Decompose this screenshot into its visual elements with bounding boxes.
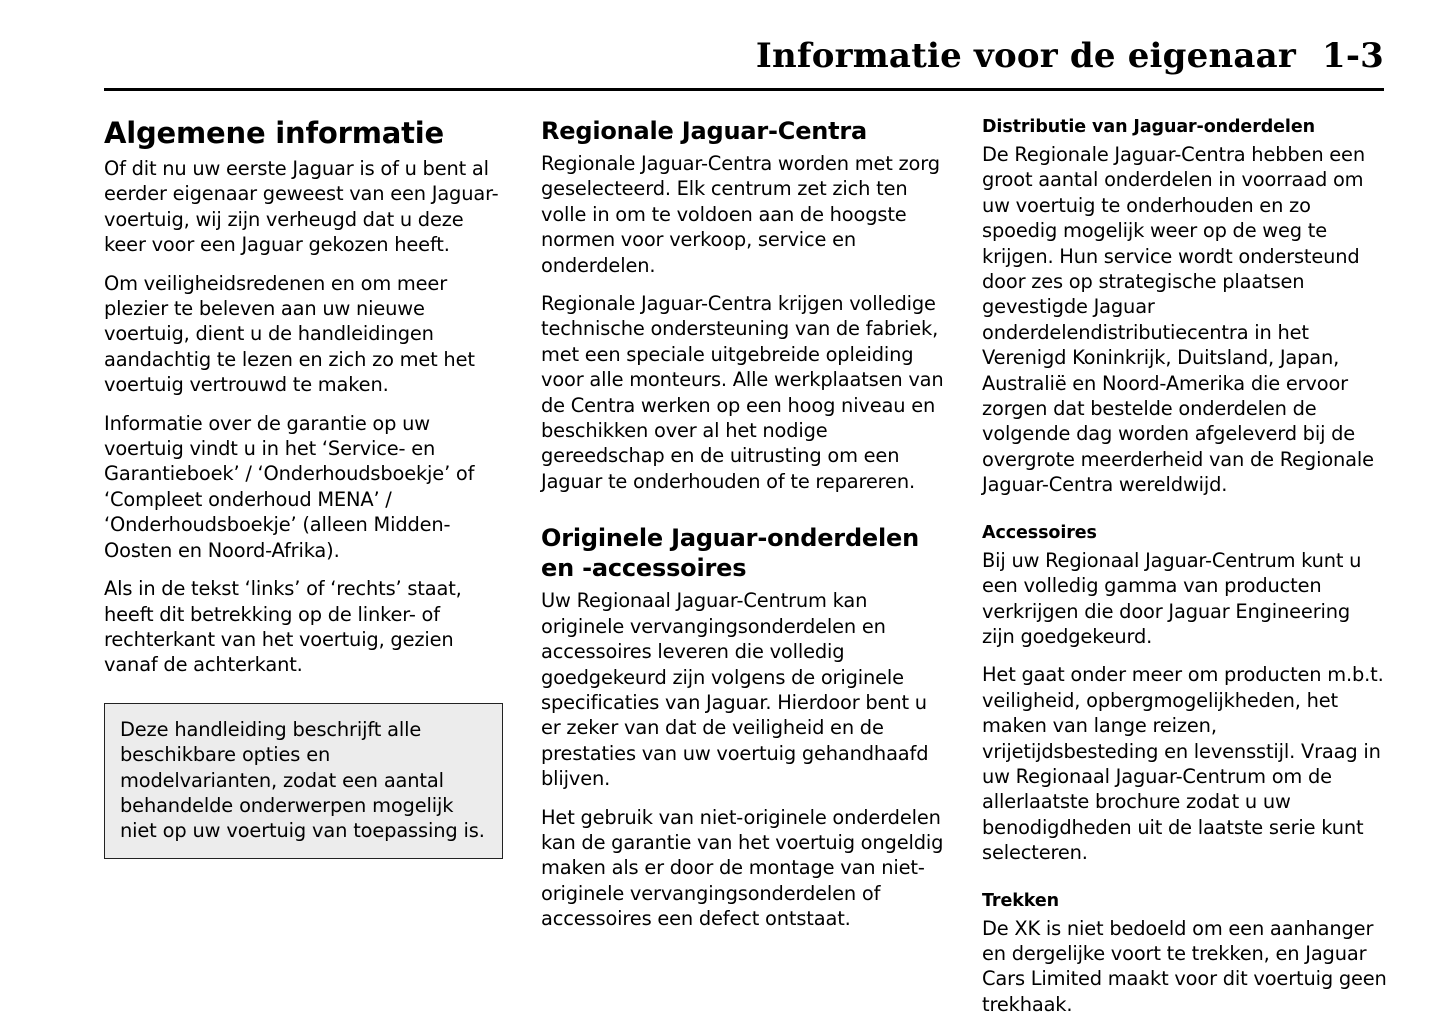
paragraph: Als in de tekst ‘links’ of ‘rechts’ staat, heeft dit betrekking op de linker- of rechterkant van het voertuig, gezien vanaf de achterkant. — [104, 577, 462, 677]
paragraph: De Regionale Jaguar-Centra hebben een groot aantal onderdelen in voorraad om uw voertuig te onderhouden en zo spoedig mogelijk weer op de weg te krijgen. Hun service wordt ondersteund door zes op strategische plaatsen gevestigde Jaguar onderdelendistributiecentra in het Verenigd Koninkrijk, Duitsland, Japan, Australië en Noord-Amerika die ervoor zorgen dat bestelde onderdelen de volgende dag worden afgeleverd bij de overgrote meerderheid van de Regionale Jaguar-Centra wereldwijd. — [982, 143, 1374, 497]
paragraph: Of dit nu uw eerste Jaguar is of u bent al eerder eigenaar geweest van een Jaguar-voertuig, wij zijn verheugd dat u deze keer voor een Jaguar gekozen heeft. — [104, 157, 499, 257]
heading-trekken: Trekken — [982, 890, 1059, 911]
paragraph: Uw Regionaal Jaguar-Centrum kan originele vervangingsonderdelen en accessoires leveren die volledig goedgekeurd zijn volgens de originele specificaties van Jaguar. Hierdoor bent u er zeker van dat de veiligheid en de prestaties van uw voertuig gehandhaafd blijven. — [541, 589, 929, 791]
paragraph: Het gaat onder meer om producten m.b.t. veiligheid, opbergmogelijkheden, het maken van lange reizen, vrijetijdsbesteding en levensstijl. Vraag in uw Regionaal Jaguar-Centrum om de allerlaatste brochure zodat u uw benodigdheden uit de laatste serie kunt selecteren. — [982, 663, 1384, 865]
page-title: Informatie voor de eigenaar — [755, 36, 1296, 76]
column-one — [104, 116, 504, 859]
page-number: 1-3 — [1321, 36, 1384, 76]
paragraph: Regionale Jaguar-Centra worden met zorg geselecteerd. Elk centrum zet zich ten volle in om te voldoen aan de hoogste normen voor verkoop, service en onderdelen. — [541, 152, 940, 277]
heading-originele-jaguar-onderdelen: Originele Jaguar-onderdelen en -accessoires — [541, 524, 919, 583]
heading-distributie-van-jaguar-onderdelen: Distributie van Jaguar-onderdelen — [982, 117, 1315, 137]
heading-algemene-informatie: Algemene informatie — [104, 116, 444, 150]
note-box-text: Deze handleiding beschrijft alle beschikbare opties en modelvarianten, zodat een aantal behandelde onderwerpen mogelijk niet op uw voertuig van toepassing is. — [120, 717, 485, 843]
heading-accessoires: Accessoires — [982, 522, 1097, 543]
note-box — [104, 703, 503, 859]
paragraph: Om veiligheidsredenen en om meer plezier te beleven aan uw nieuwe voertuig, dient u de handleidingen aandachtig te lezen en zich zo met het voertuig vertrouwd te maken. — [104, 271, 475, 397]
column-two — [541, 116, 944, 932]
column-three — [982, 116, 1387, 1017]
heading-regionale-jaguar-centra: Regionale Jaguar-Centra — [541, 117, 868, 145]
paragraph: Informatie over de garantie op uw voertuig vindt u in het ‘Service- en Garantieboek’ / ‘Onderhoudsboekje’ of ‘Compleet onderhoud MENA’ / ‘Onderhoudsboekje’ (alleen Midden-Oosten en Noord-Afrika). — [104, 411, 475, 562]
paragraph: Regionale Jaguar-Centra krijgen volledige technische ondersteuning van de fabriek, met een speciale uitgebreide opleiding voor alle monteurs. Alle werkplaatsen van de Centra werken op een hoog niveau en beschikken over al het nodige gereedschap en de uitrusting om een Jaguar te onderhouden of te repareren. — [541, 292, 944, 493]
page-running-header — [104, 34, 1384, 78]
paragraph: Bij uw Regionaal Jaguar-Centrum kunt u een volledig gamma van producten verkrijgen die door Jaguar Engineering zijn goedgekeurd. — [982, 548, 1362, 648]
paragraph: Het gebruik van niet-originele onderdelen kan de garantie van het voertuig ongeldig maken als er door de montage van niet-originele vervangingsonderdelen of accessoires een defect ontstaat. — [541, 805, 944, 931]
paragraph: De XK is niet bedoeld om een aanhanger en dergelijke voort te trekken, en Jaguar Cars Limited maakt voor dit voertuig geen trekhaak. — [982, 916, 1387, 1016]
header-divider-rule — [104, 88, 1384, 91]
